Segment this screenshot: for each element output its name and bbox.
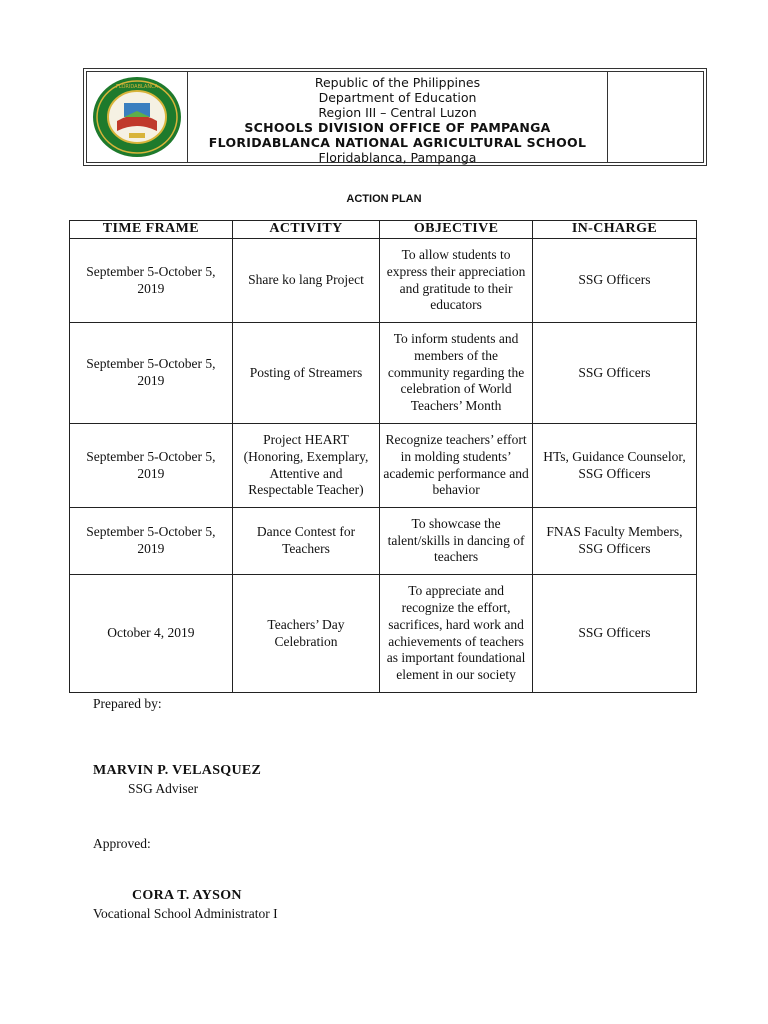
table-row	[70, 424, 697, 508]
table-header-row	[70, 221, 697, 239]
cell-in-charge: SSG Officers	[532, 575, 696, 693]
table-row	[70, 575, 697, 693]
header-in-charge: IN-CHARGE	[532, 221, 696, 239]
approved-by-name: CORA T. AYSON	[132, 888, 242, 903]
division-name: SCHOOLS DIVISION OFFICE OF PAMPANGA	[244, 120, 551, 135]
cell-in-charge: SSG Officers	[532, 239, 696, 323]
cell-objective: To inform students and members of the community regarding the celebration of World Teachers’ Month	[380, 323, 533, 424]
cell-activity: Project HEART (Honoring, Exemplary, Attentive and Respectable Teacher)	[232, 424, 379, 508]
cell-in-charge: SSG Officers	[532, 323, 696, 424]
cell-time: September 5-October 5, 2019	[70, 424, 233, 508]
approved-label: Approved:	[93, 836, 151, 851]
cell-activity: Share ko lang Project	[232, 239, 379, 323]
header-line-1: Republic of the Philippines	[314, 75, 481, 90]
cell-objective: To appreciate and recognize the effort, sacrifices, hard work and achievements of teachers as important foundational element in our society	[380, 575, 533, 693]
cell-objective: To allow students to express their appreciation and gratitude to their educators	[380, 239, 533, 323]
cell-time: September 5-October 5, 2019	[70, 239, 233, 323]
cell-time: September 5-October 5, 2019	[70, 508, 233, 575]
table-row	[70, 508, 697, 575]
logo-cell	[87, 72, 188, 162]
prepared-by-name: MARVIN P. VELASQUEZ	[93, 763, 262, 778]
cell-objective: Recognize teachers’ effort in molding students’ academic performance and behavior	[380, 424, 533, 508]
cell-time: October 4, 2019	[70, 575, 233, 693]
header-activity: ACTIVITY	[232, 221, 379, 239]
cell-activity: Dance Contest for Teachers	[232, 508, 379, 575]
header-line-3: Region III – Central Luzon	[318, 105, 477, 120]
action-plan-table	[69, 220, 697, 693]
letterhead-inner	[86, 71, 704, 163]
table-row	[70, 239, 697, 323]
cell-activity: Teachers’ Day Celebration	[232, 575, 379, 693]
cell-in-charge: HTs, Guidance Counselor, SSG Officers	[532, 424, 696, 508]
letterhead	[83, 68, 707, 166]
prepared-by-label: Prepared by:	[93, 696, 162, 711]
header-objective: OBJECTIVE	[380, 221, 533, 239]
header-line-2: Department of Education	[318, 90, 477, 105]
school-location: Floridablanca, Pampanga	[318, 150, 477, 165]
cell-objective: To showcase the talent/skills in dancing of teachers	[380, 508, 533, 575]
prepared-by-role: SSG Adviser	[128, 781, 199, 796]
cell-in-charge: FNAS Faculty Members, SSG Officers	[532, 508, 696, 575]
letterhead-blank-cell	[608, 72, 703, 162]
letterhead-text	[188, 72, 608, 165]
cell-activity: Posting of Streamers	[232, 323, 379, 424]
table-row	[70, 323, 697, 424]
school-name: FLORIDABLANCA NATIONAL AGRICULTURAL SCHOOL	[208, 135, 587, 150]
header-time-frame: TIME FRAME	[70, 221, 233, 239]
school-seal-icon	[91, 75, 183, 159]
cell-time: September 5-October 5, 2019	[70, 323, 233, 424]
svg-text:FLORIDABLANCA: FLORIDABLANCA	[116, 84, 158, 90]
approved-by-role: Vocational School Administrator I	[93, 906, 278, 921]
document-title: ACTION PLAN	[346, 193, 422, 205]
